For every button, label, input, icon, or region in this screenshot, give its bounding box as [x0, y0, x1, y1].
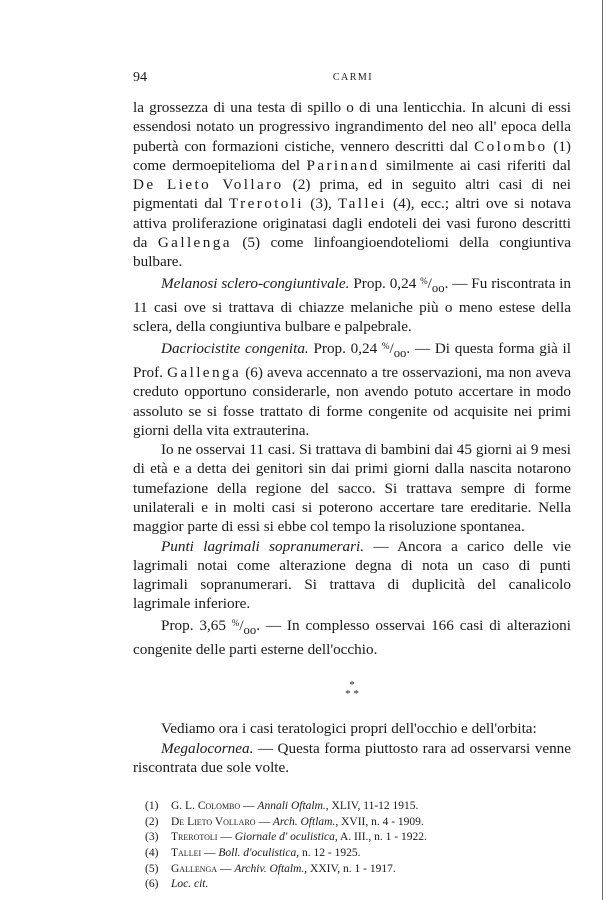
section-title-punti-lagrimali: Punti lagrimali sopranumerari.: [161, 537, 365, 555]
section-divider-asterisks: * * *: [345, 679, 359, 701]
section-title-dacriocistite: Dacriocistite congenita.: [161, 339, 309, 357]
footnotes: [145, 799, 571, 893]
page-body: [133, 98, 571, 893]
page-header: [133, 70, 573, 90]
footnote: (6) Loc. cit.: [145, 878, 209, 891]
paragraph-punti-lagrimali: Punti lagrimali sopranumerari. — Ancora a carico delle vie lagrimali notai come alterazione degna di nota un caso di punti lagrimali sopranumerari. Si trattava di duplicità del canalicolo lagrimale inferiore.: [133, 537, 571, 613]
footnote: (5) Gallenga — Archiv. Oftalm., XXIV, n. 1 - 1917.: [145, 862, 396, 875]
author-colombo: Colombo: [474, 137, 548, 155]
paragraph-dacriocistite: Dacriocistite congenita. Prop. 0,24 $^{\%}/_{oo}$. — Di questa forma già il Prof. Gallenga (6) aveva accennato a tre osservazioni, ma non aveva creduto opportuno considerarle, non avendo potuto accertare in modo assoluto se si fosse trattato di forme congenite od acquisite nei primi giorni della vita extrauterina.: [133, 339, 572, 439]
author-parinand: Parinand: [306, 156, 380, 174]
section-title-megalocornea: Megalocornea.: [161, 739, 254, 757]
author-gallenga: Gallenga: [157, 234, 232, 252]
paragraph-melanosi: Melanosi sclero-congiuntivale. Prop. 0,24 $^{\%}/_{oo}$. — Fu riscontrata in 11 casi ove si trattava di chiazze melaniche più o meno estese della sclera, della congiuntiva bulbare e palpebrale.: [133, 274, 571, 336]
author-trerotoli: Trerotoli: [229, 195, 305, 213]
footnote: (2) De Lieto Vollaro — Arch. Oftlam., XVII, n. 4 - 1909.: [145, 815, 424, 828]
page-edge-line: [602, 0, 603, 900]
footnote: (4) Tallei — Boll. d'oculistica, n. 12 - 1925.: [145, 847, 361, 860]
footnote: (1) G. L. Colombo — Annali Oftalm., XLIV, 11-12 1915.: [145, 800, 419, 813]
paragraph-summary: Prop. 3,65 $^{\%}/_{oo}$. — In complesso osservai 166 casi di alterazioni congenite delle parti esterne dell'occhio.: [133, 616, 571, 659]
page-number: 94: [133, 70, 147, 85]
author-gallenga-2: Gallenga: [167, 363, 242, 381]
section-title-melanosi: Melanosi sclero-congiuntivale.: [161, 274, 350, 292]
author-de-lieto-vollaro: De Lieto Vollaro: [133, 176, 284, 194]
paragraph-nevi: la grossezza di una testa di spillo o di una lenticchia. In alcuni di essi essendosi notato un progressivo ingrandimento del neo all' epoca della pubertà con formazioni cistiche, vennero descritti dal Colombo (1) come dermoepitelioma del Parinand similmente ai casi riferiti dal De Lieto Vollaro (2) prima, ed in seguito altri casi di nei pigmentati dal Trerotoli (3), Tallei (4), ecc.; altri ove si notava attiva proliferazione originatasi dagli endoteli dei vasi furono descritti da Gallenga (5) come linfoangioendoteliomi della congiuntiva bulbare.: [133, 99, 571, 271]
paragraph-teratologici: Vediamo ora i casi teratologici propri dell'occhio e dell'orbita:: [161, 720, 537, 738]
author-tallei: Tallei: [338, 195, 387, 213]
paragraph-observations: Io ne osservai 11 casi. Si trattava di bambini dai 45 giorni ai 9 mesi di età e a detta dei genitori sin dai primi giorni dalla nascita notarono tumefazione della regione del sacco. Si trattava sempre di forme unilaterali e in molti casi si poterono accertare tare ereditarie. Nella maggior parte di essi si ebbe col tempo la risoluzione spontanea.: [133, 441, 571, 536]
running-head: CARMI: [332, 72, 374, 83]
paragraph-megalocornea: Megalocornea. — Questa forma piuttosto rara ad osservarsi venne riscontrata due sole volte.: [133, 739, 571, 776]
footnote: (3) Trerotoli — Giornale d' oculistica, A. III., n. 1 - 1922.: [145, 831, 427, 844]
